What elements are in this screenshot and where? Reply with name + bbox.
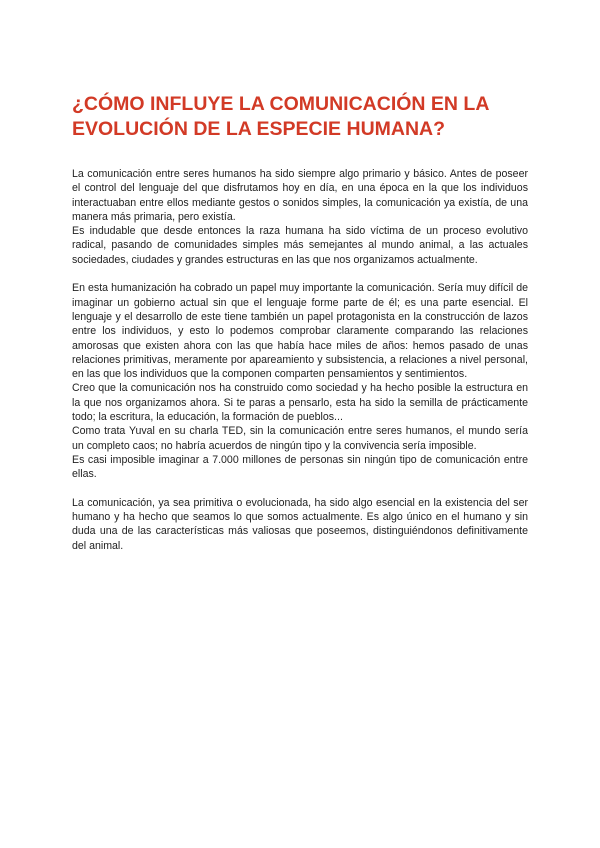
paragraph: Creo que la comunicación nos ha construido como sociedad y ha hecho posible la estructura en la que nos organizamos ahora. Si te paras a pensarlo, esta ha sido la semilla de prácticamente todo; la escritura, la educación, la formación de pueblos... [72, 382, 528, 424]
document-title: ¿CÓMO INFLUYE LA COMUNICACIÓN EN LA EVOLUCIÓN DE LA ESPECIE HUMANA? [72, 93, 489, 140]
paragraph: Es casi imposible imaginar a 7.000 millones de personas sin ningún tipo de comunicación entre ellas. [72, 453, 528, 481]
paragraph: Es indudable que desde entonces la raza humana ha sido víctima de un proceso evolutivo radical, pasando de comunidades simples más semejantes al mundo animal, a las actuales sociedades, ciudades y grandes estructuras en las que nos organizamos actualmente. [72, 225, 528, 266]
paragraph: La comunicación, ya sea primitiva o evolucionada, ha sido algo esencial en la existencia del ser humano y ha hecho que seamos lo que somos actualmente. Es algo único en el humano y sin duda una de las características más valiosas que poseemos, distinguiéndonos definitivamente del animal. [72, 496, 528, 552]
paragraph: Como trata Yuval en su charla TED, sin la comunicación entre seres humanos, el mundo sería un completo caos; no habría acuerdos de ningún tipo y la convivencia sería imposible. [72, 425, 528, 452]
paragraph: La comunicación entre seres humanos ha sido siempre algo primario y básico. Antes de poseer el control del lenguaje del que disfrutamos hoy en día, en una época en la que los individuos interactuaban entre ellos mediante gestos o sonidos simples, la comunicación ya existía, de una manera más primaria, pero existía. [72, 168, 528, 223]
document-body [72, 167, 528, 553]
paragraph: En esta humanización ha cobrado un papel muy importante la comunicación. Sería muy difícil de imaginar un gobierno actual sin que el lenguaje forme parte de él; es una parte esencial. El lenguaje y el desarrollo de este tiene también un papel protagonista en la construcción de lazos entre los individuos, y esto lo podemos comprobar claramente comparando las relaciones amorosas que existen ahora con las que había hace miles de años: hemos pasado de unas relaciones primitivas, meramente por apareamiento y subsistencia, a relaciones a nivel personal, en las que los individuos que la componen comparten pensamientos y sentimientos. [72, 282, 528, 381]
